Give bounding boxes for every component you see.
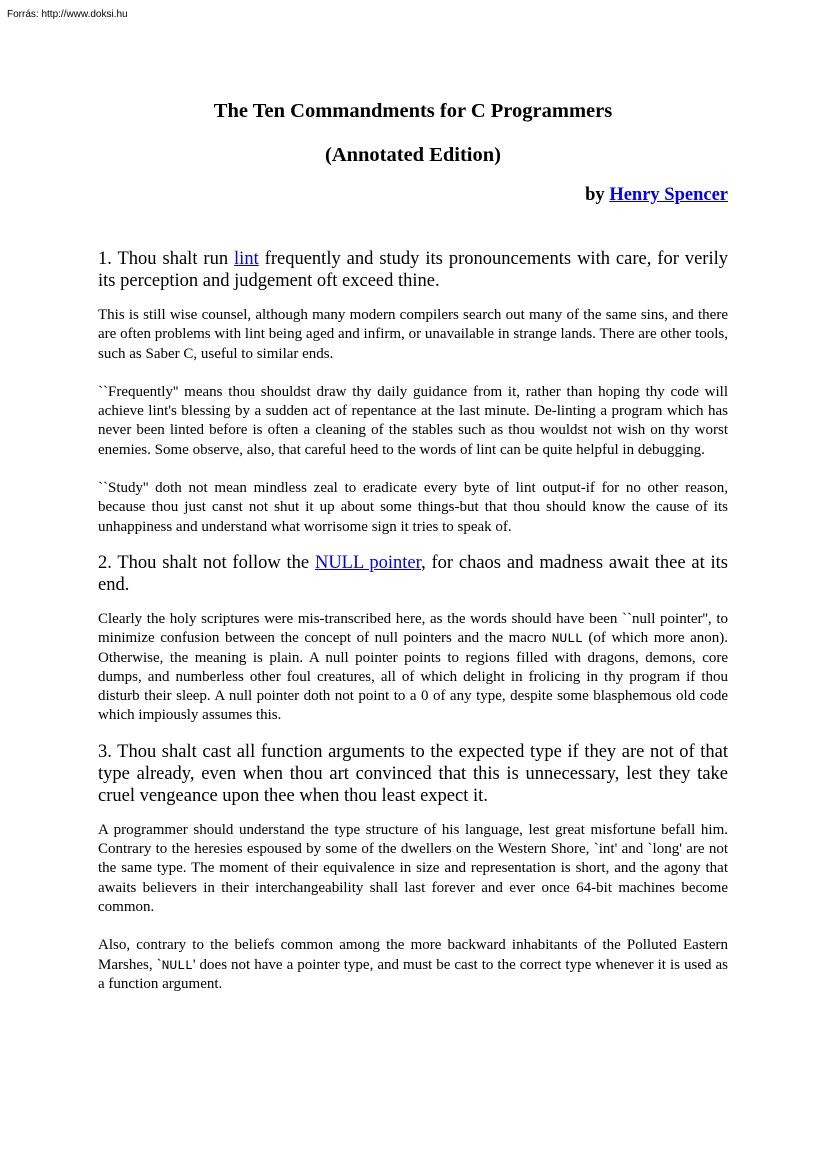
commandment-2-text-b: , for chaos and madness await thee at its end. xyxy=(98,552,728,595)
commandment-2-text-a: 2. Thou shalt not follow the xyxy=(98,552,315,573)
annotation-2-1-text-a: Clearly the holy scriptures were mis-transcribed here, as the words should have been ``null pointer'', to minimize confusion between the concept of null pointers and the macro xyxy=(98,610,728,647)
annotation-3-2 xyxy=(98,936,728,994)
annotation-1-2: ``Frequently'' means thou shouldst draw thy daily guidance from it, rather than hoping thy code will achieve lint's blessing by a sudden act of repentance at the last minute. De-linting a program which has never been linted before is often a cleaning of the stables such as thou wouldst not wish on thy worst enemies. Some observe, also, that careful heed to the words of lint can be quite helpful in debugging. xyxy=(98,383,728,458)
annotation-1-1: This is still wise counsel, although many modern compilers search out many of the same sins, and there are often problems with lint being aged and infirm, or unavailable in strange lands. There are other tools, such as Saber C, useful to similar ends. xyxy=(98,307,728,362)
null-macro-code: NULL xyxy=(551,631,583,647)
annotation-3-1: A programmer should understand the type structure of his language, lest great misfortune befall him. Contrary to the heresies espoused by some of the dwellers on the Western Shore, `int' and `long' are not the same type. The moment of their equivalence in size and representation is short, and the agony that awaits believers in their interchangeability shall last forever and ever once 64-bit machines become common. xyxy=(98,821,728,915)
author-link[interactable]: Henry Spencer xyxy=(609,185,728,205)
lint-link[interactable]: lint xyxy=(234,249,259,269)
commandment-1 xyxy=(98,248,728,292)
null-macro-code-2: NULL xyxy=(161,957,193,973)
annotation-2-1-text-b: (of which more anon). Otherwise, the meaning is plain. A null pointer points to regions filled with dragons, demons, core dumps, and numberless other foul creatures, all of which delight in frolicing in thy program if thou disturb their sleep. A null pointer doth not point to a 0 of any type, despite some blasphemous old code which impiously assumes this. xyxy=(98,630,728,724)
byline-prefix: by xyxy=(585,185,610,205)
byline xyxy=(98,182,728,208)
annotation-2-1 xyxy=(98,610,728,726)
annotation-3-2-text-b: ' does not have a pointer type, and must be cast to the correct type whenever it is used as a function argument. xyxy=(98,956,728,992)
source-label: Forrás: http://www.doksi.hu xyxy=(7,9,128,20)
commandment-2 xyxy=(98,552,728,596)
annotation-1-3: ``Study'' doth not mean mindless zeal to eradicate every byte of lint output-if for no other reason, because thou just canst not shut it up about some things-but that thou should know the cause of its unhappiness and understand what worrisome sign it tries to speak of. xyxy=(98,480,728,535)
null-pointer-link[interactable]: NULL pointer xyxy=(314,552,422,573)
commandment-1-text-b: frequently and study its pronouncements with care, for verily its perception and judgement oft exceed thine. xyxy=(98,249,728,291)
document-body xyxy=(98,96,728,994)
page-subtitle: (Annotated Edition) xyxy=(325,144,501,166)
commandment-3: 3. Thou shalt cast all function arguments to the expected type if they are not of that type already, even when thou art convinced that this is unnecessary, lest they take cruel vengeance upon thee when thou least expect it. xyxy=(98,741,728,806)
page-title: The Ten Commandments for C Programmers xyxy=(213,100,613,122)
annotation-3-2-text-a: Also, contrary to the beliefs common among the more backward inhabitants of the Polluted Eastern Marshes, ` xyxy=(98,937,728,973)
commandment-1-text-a: 1. Thou shalt run xyxy=(98,249,235,269)
